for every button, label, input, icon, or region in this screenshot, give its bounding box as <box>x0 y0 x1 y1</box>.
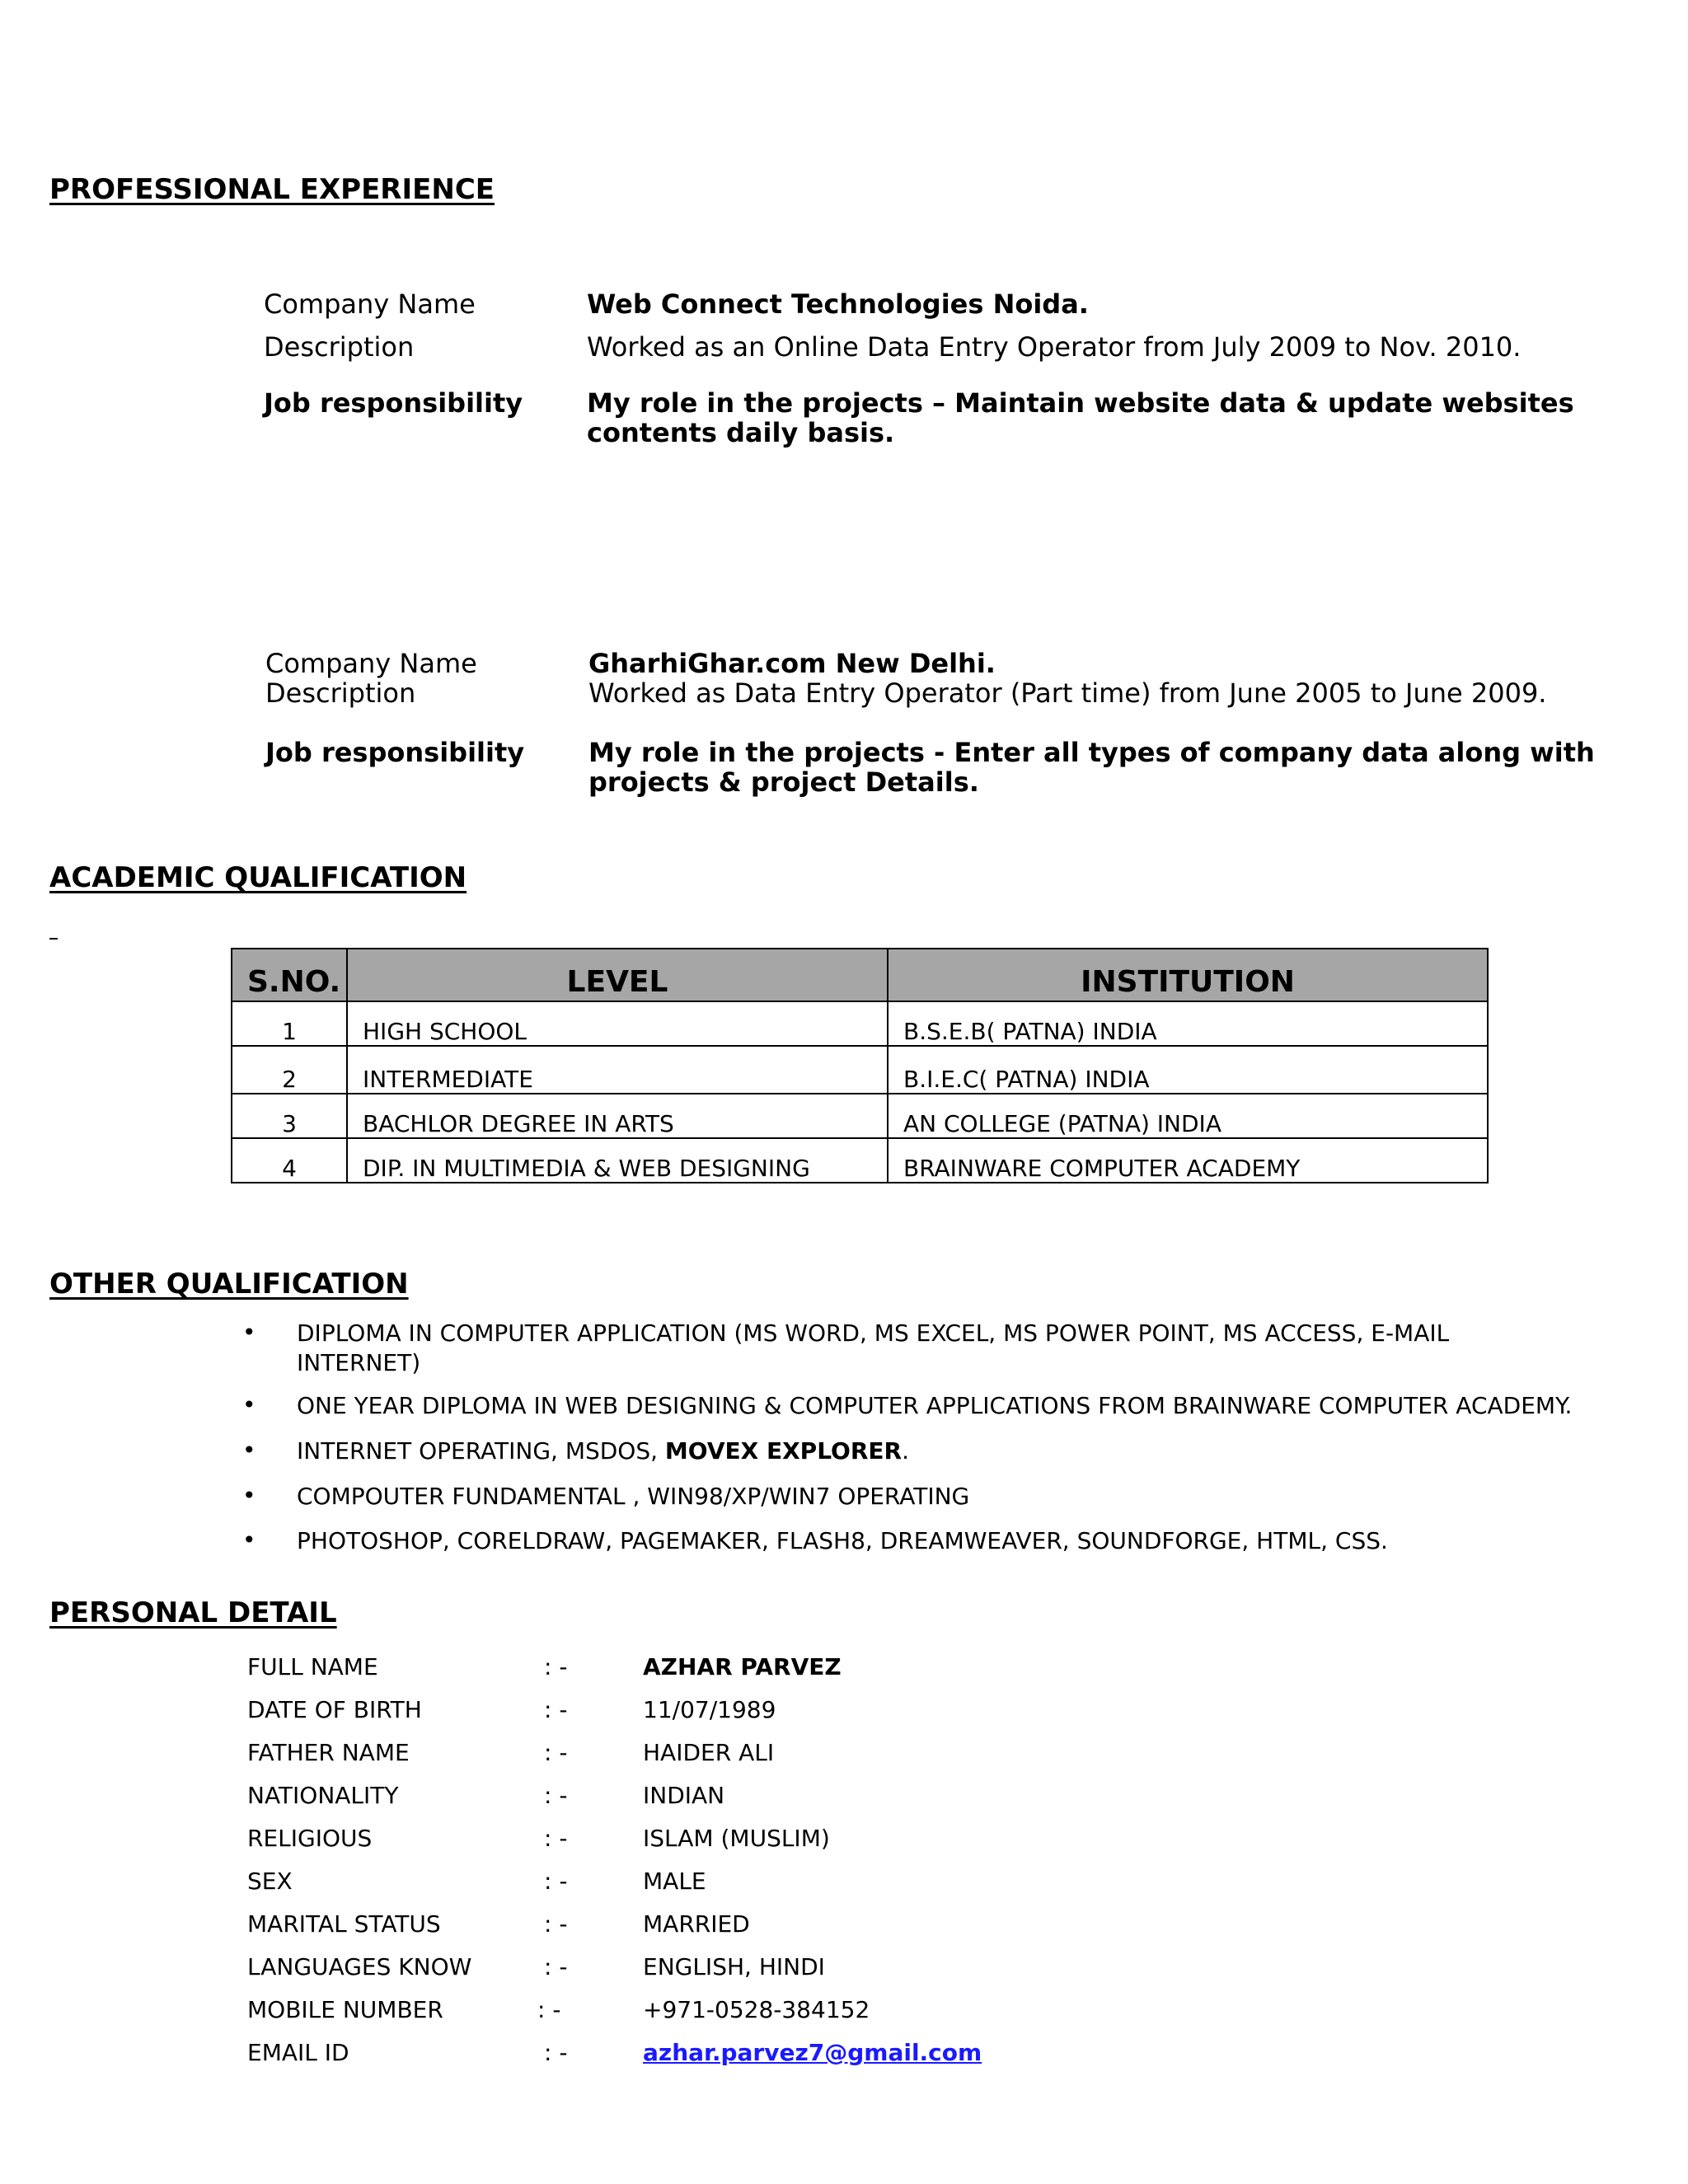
cell-sno: 2 <box>232 1046 347 1094</box>
field-separator: : - <box>544 1868 568 1895</box>
job1-description-label: Description <box>264 331 415 363</box>
field-label-full-name: FULL NAME <box>247 1653 378 1680</box>
table-row <box>232 1046 1488 1094</box>
cell-sno: 4 <box>232 1138 347 1183</box>
cell-institution: B.S.E.B( PATNA) INDIA <box>888 1001 1488 1046</box>
cell-sno: 1 <box>232 1001 347 1046</box>
field-value-full-name: AZHAR PARVEZ <box>643 1653 842 1680</box>
stray-underscore-mark <box>49 938 58 940</box>
bullet-icon: • <box>242 1482 256 1509</box>
field-label-nationality: NATIONALITY <box>247 1782 399 1809</box>
bullet-icon: • <box>242 1391 256 1418</box>
field-separator: : - <box>544 1653 568 1680</box>
job2-responsibility-line2: projects & project Details. <box>588 766 979 798</box>
academic-qualification-table <box>231 948 1489 1183</box>
job2-company-label: Company Name <box>265 648 477 679</box>
job2-responsibility-label: Job responsibility <box>265 737 525 768</box>
field-value-nationality: INDIAN <box>643 1782 725 1809</box>
section-heading-other-qualification: OTHER QUALIFICATION <box>49 1268 409 1301</box>
job2-description-label: Description <box>265 677 416 709</box>
field-value-sex: MALE <box>643 1868 706 1895</box>
job1-responsibility-label: Job responsibility <box>264 387 523 419</box>
field-label-date-of-birth: DATE OF BIRTH <box>247 1696 422 1723</box>
cell-level: HIGH SCHOOL <box>347 1001 888 1046</box>
job1-company-label: Company Name <box>264 288 476 320</box>
table-row <box>232 1001 1488 1046</box>
field-label-marital-status: MARITAL STATUS <box>247 1910 441 1938</box>
field-separator: : - <box>544 1825 568 1852</box>
job1-responsibility-line1: My role in the projects – Maintain website data & update websites <box>587 387 1574 419</box>
column-header-level: LEVEL <box>347 949 888 1001</box>
list-item-text: PHOTOSHOP, CORELDRAW, PAGEMAKER, FLASH8, DREAMWEAVER, SOUNDFORGE, HTML, CSS. <box>297 1527 1388 1554</box>
cell-level: BACHLOR DEGREE IN ARTS <box>347 1094 888 1138</box>
job2-responsibility-line1: My role in the projects - Enter all types of company data along with <box>588 737 1595 768</box>
field-label-languages: LANGUAGES KNOW <box>247 1953 472 1980</box>
field-value-religious: ISLAM (MUSLIM) <box>643 1825 830 1852</box>
cell-level: DIP. IN MULTIMEDIA & WEB DESIGNING <box>347 1138 888 1183</box>
email-link[interactable]: azhar.parvez7@gmail.com <box>643 2039 982 2066</box>
field-separator: : - <box>544 1696 568 1723</box>
job2-company-name: GharhiGhar.com New Delhi. <box>588 648 996 679</box>
cell-institution: B.I.E.C( PATNA) INDIA <box>888 1046 1488 1094</box>
field-label-sex: SEX <box>247 1868 293 1895</box>
bullet-icon: • <box>242 1526 256 1554</box>
field-value-date-of-birth: 11/07/1989 <box>643 1696 776 1723</box>
section-heading-academic-qualification: ACADEMIC QUALIFICATION <box>49 861 467 894</box>
bullet-icon: • <box>242 1436 256 1464</box>
section-heading-personal-detail: PERSONAL DETAIL <box>49 1596 337 1629</box>
list-item-text-end: . <box>902 1437 910 1465</box>
field-separator: : - <box>544 1782 568 1809</box>
field-value-father-name: HAIDER ALI <box>643 1739 775 1766</box>
list-item-text <box>297 1436 1566 1466</box>
field-value-mobile-number: +971-0528-384152 <box>643 1996 870 2023</box>
cell-institution: BRAINWARE COMPUTER ACADEMY <box>888 1138 1488 1183</box>
field-separator: : - <box>537 1996 561 2023</box>
field-separator: : - <box>544 1739 568 1766</box>
field-label-mobile-number: MOBILE NUMBER <box>247 1996 443 2023</box>
list-item-text: DIPLOMA IN COMPUTER APPLICATION (MS WORD, MS EXCEL, MS POWER POINT, MS ACCESS, E-MAIL INTERNET) <box>297 1319 1450 1376</box>
list-item-text-bold: MOVEX EXPLORER <box>664 1437 903 1465</box>
field-separator: : - <box>544 1953 568 1980</box>
list-item-text: ONE YEAR DIPLOMA IN WEB DESIGNING & COMPUTER APPLICATIONS FROM BRAINWARE COMPUTER ACADEMY. <box>297 1392 1573 1419</box>
bullet-icon: • <box>242 1319 256 1346</box>
table-row <box>232 1138 1488 1183</box>
field-value-languages: ENGLISH, HINDI <box>643 1953 825 1980</box>
field-value-marital-status: MARRIED <box>643 1910 750 1938</box>
cell-institution: AN COLLEGE (PATNA) INDIA <box>888 1094 1488 1138</box>
list-item-text-plain: INTERNET OPERATING, MSDOS, <box>297 1437 665 1465</box>
field-label-religious: RELIGIOUS <box>247 1825 373 1852</box>
field-label-email-id: EMAIL ID <box>247 2039 349 2066</box>
column-header-sno: S.NO. <box>232 949 347 1001</box>
field-separator: : - <box>544 2039 568 2066</box>
job1-description: Worked as an Online Data Entry Operator from July 2009 to Nov. 2010. <box>587 331 1522 363</box>
section-heading-professional-experience: PROFESSIONAL EXPERIENCE <box>49 173 495 206</box>
field-separator: : - <box>544 1910 568 1938</box>
job1-company-name: Web Connect Technologies Noida. <box>587 288 1089 320</box>
table-row <box>232 1094 1488 1138</box>
column-header-institution: INSTITUTION <box>888 949 1488 1001</box>
list-item-text: COMPOUTER FUNDAMENTAL , WIN98/XP/WIN7 OPERATING <box>297 1483 970 1510</box>
job1-responsibility-line2: contents daily basis. <box>587 417 895 448</box>
cell-level: INTERMEDIATE <box>347 1046 888 1094</box>
cell-sno: 3 <box>232 1094 347 1138</box>
job2-description: Worked as Data Entry Operator (Part time) from June 2005 to June 2009. <box>588 677 1547 709</box>
table-header-row <box>232 949 1488 1001</box>
field-label-father-name: FATHER NAME <box>247 1739 410 1766</box>
